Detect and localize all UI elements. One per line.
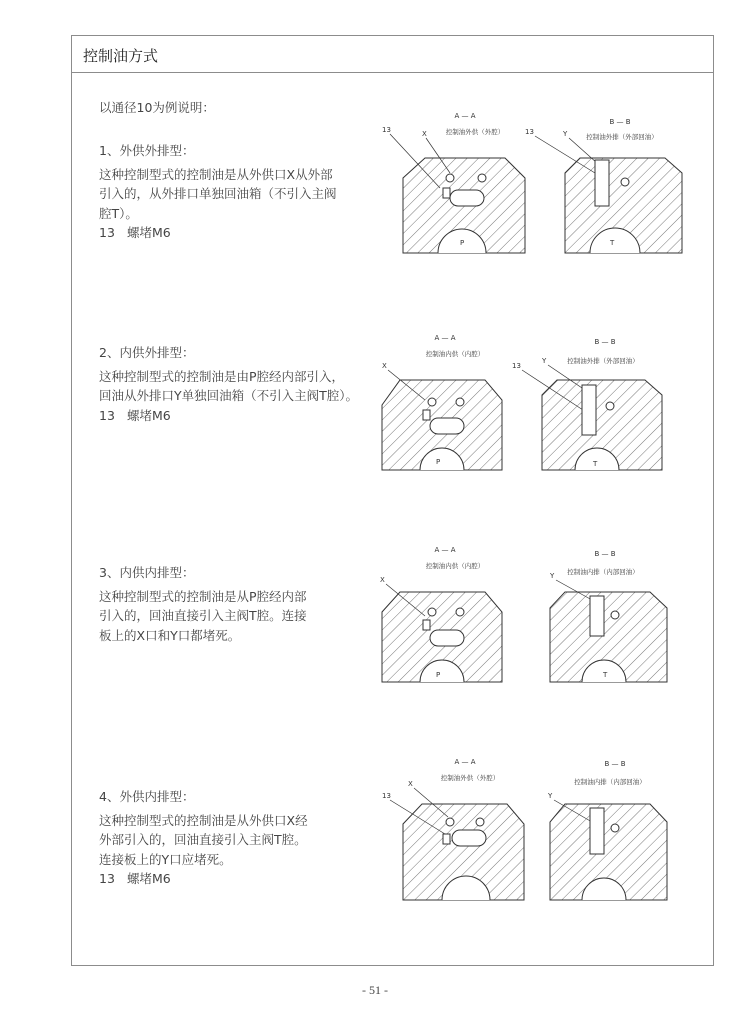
part-name: 螺堵M6 xyxy=(127,407,171,423)
page-number: - 51 - xyxy=(362,983,388,997)
diagram-caption: 控制油内排（内部回油） xyxy=(574,778,646,786)
section-3 xyxy=(99,563,307,645)
diagram-caption: 控制油外供（外腔） xyxy=(440,774,500,782)
diagram-row-1 xyxy=(370,108,700,258)
callout-label: X xyxy=(382,362,387,370)
section-4 xyxy=(99,787,308,889)
section-label: A — A xyxy=(434,334,456,342)
callout-label: X xyxy=(422,130,427,138)
callout-label: 13 xyxy=(382,126,391,134)
section-label: B — B xyxy=(604,760,626,768)
callout-label: 13 xyxy=(525,128,534,136)
part-name: 螺堵M6 xyxy=(127,225,171,240)
section-heading: 2、内供外排型： xyxy=(99,345,195,360)
port-label: P xyxy=(436,458,441,466)
section-label: A — A xyxy=(454,112,476,120)
part-name: 螺堵M6 xyxy=(127,871,171,886)
callout-label: X xyxy=(380,576,385,584)
section-header xyxy=(72,36,713,73)
part-number: 13 xyxy=(99,225,115,240)
description-line: 腔T）。 xyxy=(99,205,138,221)
diagram-caption: 控制油内供（内腔） xyxy=(425,562,485,570)
callout-label: X xyxy=(408,780,413,788)
section-label: A — A xyxy=(434,546,456,554)
description-line: 这种控制型式的控制油是由P腔经内部引入， xyxy=(99,368,345,384)
diagram-row-3 xyxy=(370,540,700,690)
description-line: 外部引入的，回油直接引入主阀T腔。 xyxy=(99,832,307,847)
section-2 xyxy=(99,343,358,425)
part-note xyxy=(99,869,308,889)
port-label: P xyxy=(460,239,465,247)
description-line: 板上的X口和Y口都堵死。 xyxy=(99,627,241,643)
part-number: 13 xyxy=(99,871,115,886)
diagram-caption: 控制油内排（内部回油） xyxy=(567,568,639,576)
section-heading: 3、内供内排型： xyxy=(99,565,195,580)
description-line: 这种控制型式的控制油是从外供口X从外部 xyxy=(99,166,333,182)
description-line: 这种控制型式的控制油是从P腔经内部 xyxy=(99,588,307,604)
description-line: 引入的，从外排口单独回油箱（不引入主阀 xyxy=(99,186,337,201)
part-number: 13 xyxy=(99,407,115,423)
description-line: 连接板上的Y口应堵死。 xyxy=(99,851,232,867)
description-line: 这种控制型式的控制油是从外供口X经 xyxy=(99,812,308,828)
callout-label: Y xyxy=(542,357,547,365)
port-label: P xyxy=(436,671,441,679)
diagram-caption: 控制油外供（外腔） xyxy=(445,128,505,136)
section-label: B — B xyxy=(594,338,616,346)
callout-label: 13 xyxy=(382,792,391,800)
section-label: A — A xyxy=(454,758,476,766)
diagram-row-2 xyxy=(370,330,700,480)
part-note xyxy=(99,223,337,243)
callout-label: Y xyxy=(550,572,555,580)
part-note xyxy=(99,406,358,426)
page-title: 控制油方式 xyxy=(83,47,159,65)
callout-label: 13 xyxy=(512,362,521,370)
diagram-row-4 xyxy=(370,752,700,902)
diagram-caption: 控制油内供（内腔） xyxy=(425,350,485,358)
diagram-caption: 控制油外排（外部回油） xyxy=(586,133,658,141)
section-heading: 4、外供内排型： xyxy=(99,789,195,804)
description-line: 回油从外排口Y单独回油箱（不引入主阀T腔）。 xyxy=(99,388,359,403)
port-label: T xyxy=(610,239,615,247)
diagram-caption: 控制油外排（外部回油） xyxy=(567,357,639,365)
description-line: 引入的，回油直接引入主阀T腔。连接 xyxy=(99,608,307,623)
callout-label: Y xyxy=(563,130,568,138)
callout-label: Y xyxy=(548,792,553,800)
port-label: T xyxy=(603,671,608,679)
section-1 xyxy=(99,141,337,243)
port-label: T xyxy=(593,460,598,468)
section-label: B — B xyxy=(594,550,616,558)
section-label: B — B xyxy=(609,118,631,126)
intro-text: 以通径10为例说明： xyxy=(99,100,215,115)
section-heading: 1、外供外排型： xyxy=(99,143,195,158)
